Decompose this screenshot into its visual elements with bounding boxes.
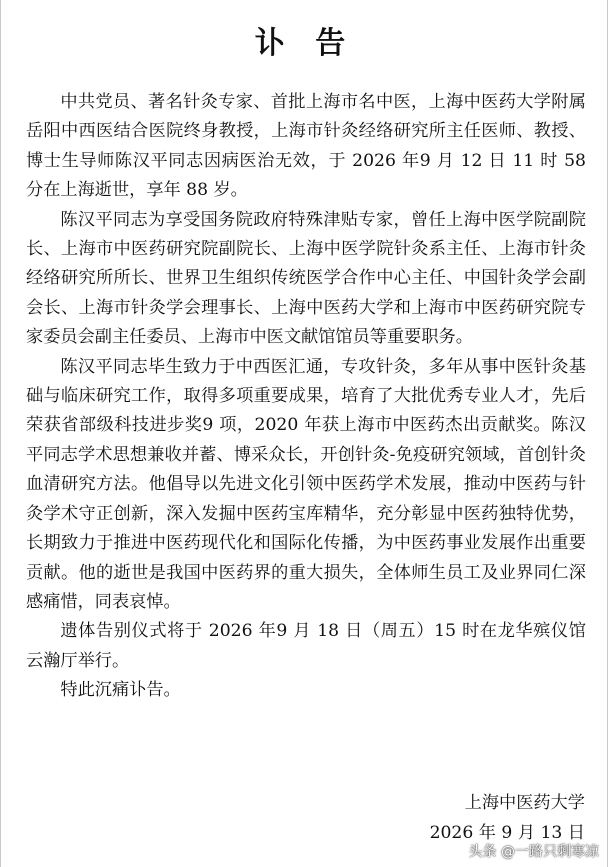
document-title: 讣 告 [254,26,356,61]
document-body [26,88,586,706]
paragraph-farewell-ceremony: 遗体告别仪式将于 2026 年9 月 18 日（周五）15 时在龙华殡仪馆云瀚厅举行。 [26,621,586,671]
paragraph-achievements: 陈汉平同志毕生致力于中西医汇通，专攻针灸，多年从事中医针灸基础与临床研究工作，取得多项重要成果，培育了大批优秀专业人才，先后荣获省部级科技进步奖9 项，2020 年获上海市中医药杰出贡献奖。陈汉平同志学术思想兼收并蓄、博采众长，开创针灸-免疫研究领域，首创针灸血清研究方法。他倡导以先进文化引领中医药学术发展，推动中医药与针灸学术守正创新，深入发掘中医药宝库精华，充分彰显中医药独特优势，长期致力于推进中医药现代化和国际化传播，为中医药事业发展作出重要贡献。他的逝世是我国中医药界的重大损失，全体师生员工及业界同仁深感痛惜，同表哀悼。 [26,356,586,612]
signature-date: 2026 年 9 月 13 日 [429,823,585,843]
paragraph-intro: 中共党员、著名针灸专家、首批上海市名中医，上海中医药大学附属岳阳中西医结合医院终身教授，上海市针灸经络研究所主任医师、教授、博士生导师陈汉平同志因病医治无效，于 2026 年9 月 12 日 11 时 58 分在上海逝世，享年 88 岁。 [26,92,586,201]
signature-block [430,788,585,848]
paragraph-closing: 特此沉痛讣告。 [60,680,181,701]
platform-watermark: 头条 @一路只剩寒凉 [468,844,599,860]
paragraph-positions: 陈汉平同志为享受国务院政府特殊津贴专家，曾任上海中医学院副院长、上海市中医药研究院副院长、上海中医学院针灸系主任、上海市针灸经络研究所所长、世界卫生组织传统医学合作中心主任、中国针灸学会副会长、上海市针灸学会理事长、上海中医药大学和上海市中医药研究院专家委员会副主任委员、上海市中医文献馆馆员等重要职务。 [26,209,586,348]
signature-organization: 上海中医药大学 [464,793,585,813]
